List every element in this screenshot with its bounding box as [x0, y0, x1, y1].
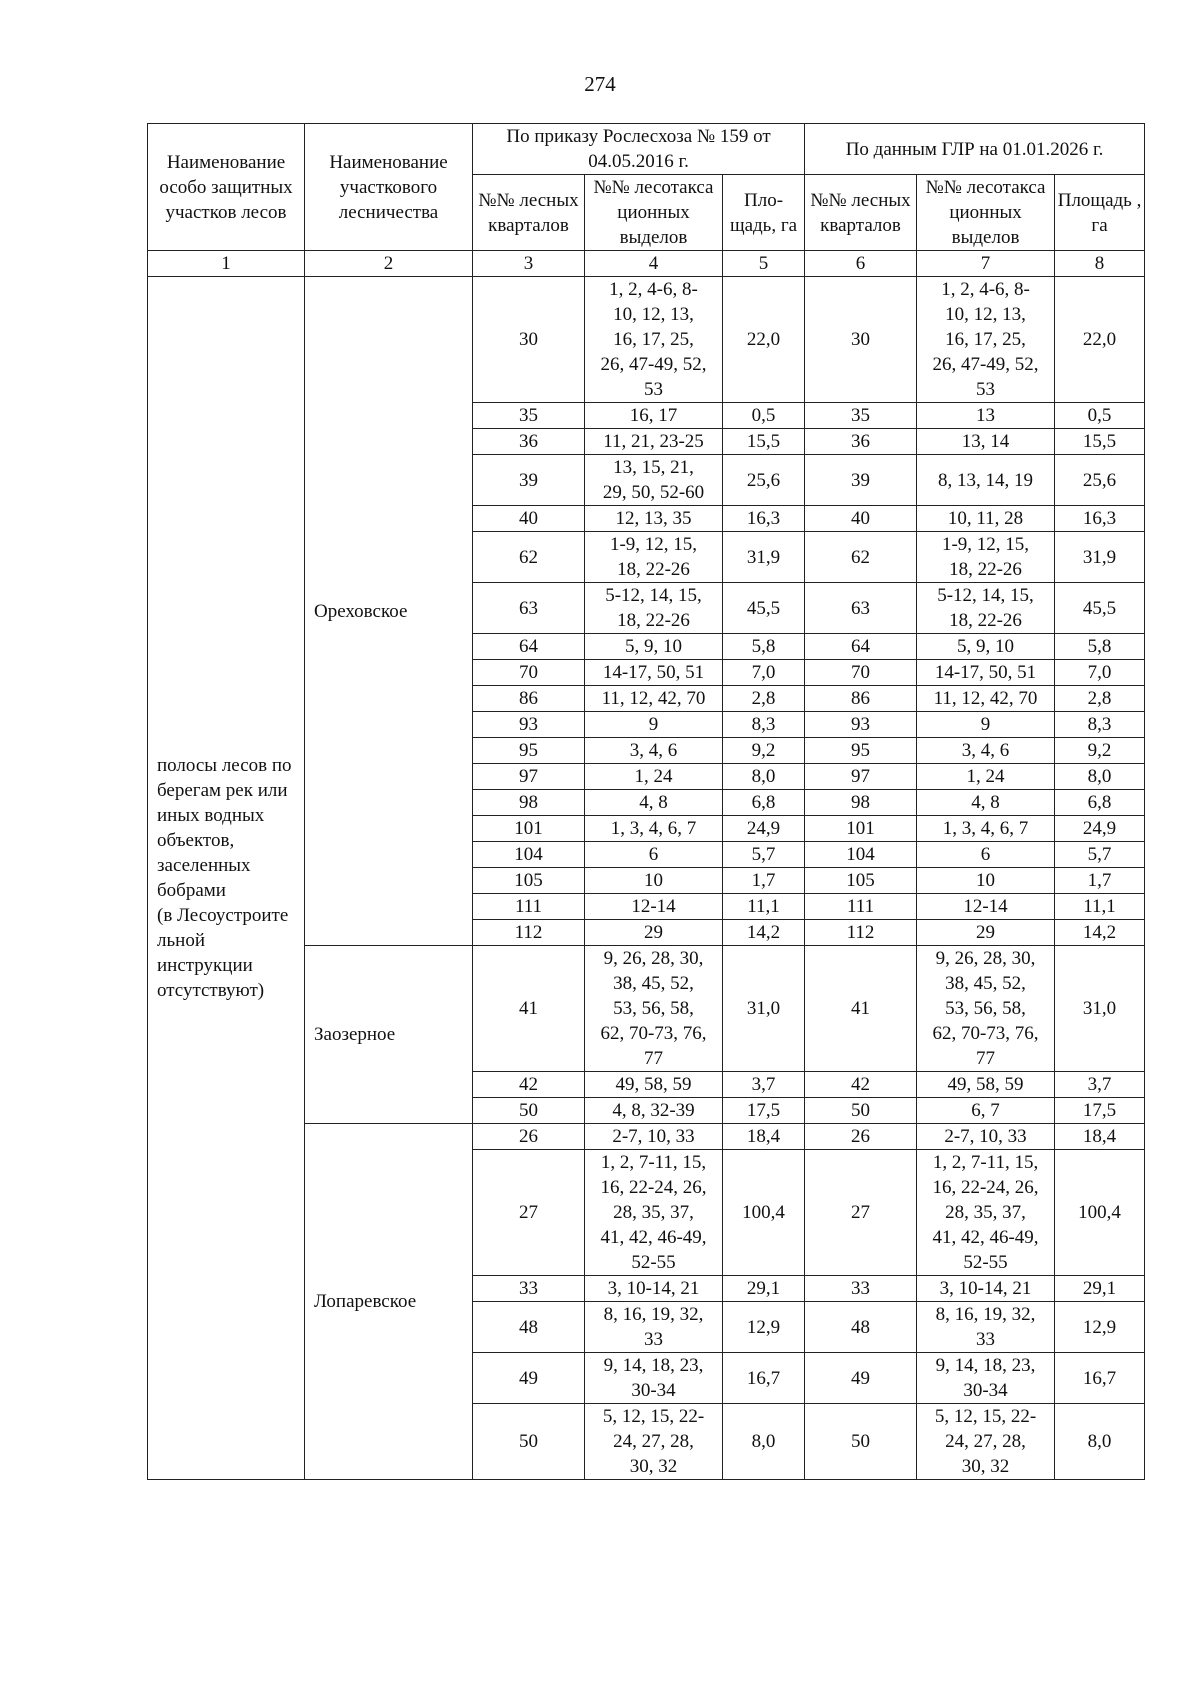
quarter-cell-b: 49 [805, 1353, 917, 1404]
area-cell-a: 31,0 [723, 946, 805, 1072]
quarter-cell-a: 101 [473, 816, 585, 842]
allotments-cell-b: 5, 12, 15, 22- 24, 27, 28, 30, 32 [917, 1404, 1055, 1480]
forestry-name-cell: Лопаревское [305, 1124, 473, 1480]
area-cell-b: 8,3 [1055, 712, 1145, 738]
quarter-cell-a: 64 [473, 634, 585, 660]
quarter-cell-a: 26 [473, 1124, 585, 1150]
quarter-cell-a: 41 [473, 946, 585, 1072]
area-cell-a: 15,5 [723, 429, 805, 455]
area-cell-b: 5,8 [1055, 634, 1145, 660]
area-cell-a: 16,7 [723, 1353, 805, 1404]
allotments-cell-a: 2-7, 10, 33 [585, 1124, 723, 1150]
quarter-cell-b: 42 [805, 1072, 917, 1098]
quarter-cell-a: 36 [473, 429, 585, 455]
allotments-cell-b: 8, 13, 14, 19 [917, 455, 1055, 506]
column-number: 7 [917, 251, 1055, 277]
allotments-cell-a: 4, 8 [585, 790, 723, 816]
allotments-cell-b: 9, 14, 18, 23, 30-34 [917, 1353, 1055, 1404]
allotments-cell-b: 2-7, 10, 33 [917, 1124, 1055, 1150]
allotments-cell-b: 1, 2, 4-6, 8- 10, 12, 13, 16, 17, 25, 26, 47-49, 52, 53 [917, 277, 1055, 403]
allotments-cell-b: 14-17, 50, 51 [917, 660, 1055, 686]
quarter-cell-a: 39 [473, 455, 585, 506]
area-cell-a: 45,5 [723, 583, 805, 634]
header-area-a: Пло-щадь, га [723, 175, 805, 251]
quarter-cell-b: 30 [805, 277, 917, 403]
header-forestry-name: Наименование участкового лесничества [305, 124, 473, 251]
quarter-cell-a: 104 [473, 842, 585, 868]
area-cell-b: 2,8 [1055, 686, 1145, 712]
area-cell-a: 14,2 [723, 920, 805, 946]
allotments-cell-b: 3, 4, 6 [917, 738, 1055, 764]
quarter-cell-b: 70 [805, 660, 917, 686]
area-cell-a: 9,2 [723, 738, 805, 764]
allotments-cell-b: 1, 3, 4, 6, 7 [917, 816, 1055, 842]
quarter-cell-b: 63 [805, 583, 917, 634]
area-cell-a: 22,0 [723, 277, 805, 403]
area-cell-b: 6,8 [1055, 790, 1145, 816]
allotments-cell-b: 5-12, 14, 15, 18, 22-26 [917, 583, 1055, 634]
header-quarters-a: №№ лесных кварталов [473, 175, 585, 251]
allotments-cell-a: 1-9, 12, 15, 18, 22-26 [585, 532, 723, 583]
quarter-cell-b: 86 [805, 686, 917, 712]
forestry-name-cell: Ореховское [305, 277, 473, 946]
header-group-order: По приказу Рослесхоза № 159 от 04.05.2016 г. [473, 124, 805, 175]
area-cell-b: 1,7 [1055, 868, 1145, 894]
quarter-cell-b: 112 [805, 920, 917, 946]
allotments-cell-b: 8, 16, 19, 32, 33 [917, 1302, 1055, 1353]
area-cell-b: 9,2 [1055, 738, 1145, 764]
header-allotments-b: №№ лесотакса ционных выделов [917, 175, 1055, 251]
area-cell-a: 5,7 [723, 842, 805, 868]
quarter-cell-b: 50 [805, 1098, 917, 1124]
area-cell-b: 7,0 [1055, 660, 1145, 686]
allotments-cell-b: 9, 26, 28, 30, 38, 45, 52, 53, 56, 58, 62, 70-73, 76, 77 [917, 946, 1055, 1072]
allotments-cell-b: 1-9, 12, 15, 18, 22-26 [917, 532, 1055, 583]
allotments-cell-b: 13, 14 [917, 429, 1055, 455]
allotments-cell-a: 1, 3, 4, 6, 7 [585, 816, 723, 842]
quarter-cell-b: 97 [805, 764, 917, 790]
area-cell-b: 0,5 [1055, 403, 1145, 429]
area-cell-a: 11,1 [723, 894, 805, 920]
quarter-cell-b: 95 [805, 738, 917, 764]
quarter-cell-a: 86 [473, 686, 585, 712]
quarter-cell-a: 50 [473, 1098, 585, 1124]
quarter-cell-b: 93 [805, 712, 917, 738]
area-cell-a: 0,5 [723, 403, 805, 429]
allotments-cell-a: 1, 24 [585, 764, 723, 790]
allotments-cell-b: 1, 2, 7-11, 15, 16, 22-24, 26, 28, 35, 37, 41, 42, 46-49, 52-55 [917, 1150, 1055, 1276]
allotments-cell-a: 11, 21, 23-25 [585, 429, 723, 455]
area-cell-b: 18,4 [1055, 1124, 1145, 1150]
allotments-cell-a: 5, 12, 15, 22- 24, 27, 28, 30, 32 [585, 1404, 723, 1480]
quarter-cell-b: 35 [805, 403, 917, 429]
quarter-cell-a: 95 [473, 738, 585, 764]
allotments-cell-a: 9, 26, 28, 30, 38, 45, 52, 53, 56, 58, 62, 70-73, 76, 77 [585, 946, 723, 1072]
page-number: 274 [584, 72, 616, 96]
area-cell-b: 25,6 [1055, 455, 1145, 506]
quarter-cell-a: 33 [473, 1276, 585, 1302]
allotments-cell-b: 3, 10-14, 21 [917, 1276, 1055, 1302]
quarter-cell-b: 50 [805, 1404, 917, 1480]
allotments-cell-a: 12, 13, 35 [585, 506, 723, 532]
allotments-cell-a: 11, 12, 42, 70 [585, 686, 723, 712]
quarter-cell-a: 50 [473, 1404, 585, 1480]
area-cell-b: 8,0 [1055, 764, 1145, 790]
area-cell-b: 45,5 [1055, 583, 1145, 634]
area-cell-a: 29,1 [723, 1276, 805, 1302]
quarter-cell-a: 62 [473, 532, 585, 583]
area-cell-a: 31,9 [723, 532, 805, 583]
quarter-cell-b: 41 [805, 946, 917, 1072]
area-cell-b: 31,9 [1055, 532, 1145, 583]
allotments-cell-a: 1, 2, 7-11, 15, 16, 22-24, 26, 28, 35, 37, 41, 42, 46-49, 52-55 [585, 1150, 723, 1276]
area-cell-a: 8,0 [723, 1404, 805, 1480]
allotments-cell-a: 14-17, 50, 51 [585, 660, 723, 686]
allotments-cell-b: 4, 8 [917, 790, 1055, 816]
quarter-cell-a: 49 [473, 1353, 585, 1404]
area-cell-a: 2,8 [723, 686, 805, 712]
allotments-cell-a: 3, 4, 6 [585, 738, 723, 764]
protected-site-name-cell: полосы лесов по берегам рек или иных водных объектов, заселенных бобрами (в Лесоустроите льной инструкции отсутствуют) [148, 277, 305, 1480]
area-cell-a: 3,7 [723, 1072, 805, 1098]
quarter-cell-a: 30 [473, 277, 585, 403]
table-body [148, 277, 1145, 1480]
area-cell-a: 6,8 [723, 790, 805, 816]
quarter-cell-a: 35 [473, 403, 585, 429]
area-cell-a: 8,0 [723, 764, 805, 790]
area-cell-a: 16,3 [723, 506, 805, 532]
area-cell-b: 14,2 [1055, 920, 1145, 946]
column-number: 6 [805, 251, 917, 277]
protected-forest-table [147, 123, 1145, 1480]
allotments-cell-a: 8, 16, 19, 32, 33 [585, 1302, 723, 1353]
area-cell-b: 100,4 [1055, 1150, 1145, 1276]
area-cell-b: 31,0 [1055, 946, 1145, 1072]
quarter-cell-a: 105 [473, 868, 585, 894]
allotments-cell-a: 49, 58, 59 [585, 1072, 723, 1098]
allotments-cell-b: 6 [917, 842, 1055, 868]
quarter-cell-a: 97 [473, 764, 585, 790]
header-quarters-b: №№ лесных кварталов [805, 175, 917, 251]
allotments-cell-b: 12-14 [917, 894, 1055, 920]
forestry-name-cell: Заозерное [305, 946, 473, 1124]
allotments-cell-a: 29 [585, 920, 723, 946]
quarter-cell-b: 105 [805, 868, 917, 894]
quarter-cell-a: 42 [473, 1072, 585, 1098]
area-cell-a: 24,9 [723, 816, 805, 842]
allotments-cell-a: 4, 8, 32-39 [585, 1098, 723, 1124]
area-cell-b: 3,7 [1055, 1072, 1145, 1098]
quarter-cell-a: 40 [473, 506, 585, 532]
area-cell-b: 22,0 [1055, 277, 1145, 403]
allotments-cell-a: 5, 9, 10 [585, 634, 723, 660]
allotments-cell-a: 13, 15, 21, 29, 50, 52-60 [585, 455, 723, 506]
allotments-cell-a: 1, 2, 4-6, 8- 10, 12, 13, 16, 17, 25, 26, 47-49, 52, 53 [585, 277, 723, 403]
allotments-cell-b: 9 [917, 712, 1055, 738]
allotments-cell-a: 12-14 [585, 894, 723, 920]
area-cell-a: 17,5 [723, 1098, 805, 1124]
quarter-cell-a: 111 [473, 894, 585, 920]
area-cell-b: 29,1 [1055, 1276, 1145, 1302]
header-allotments-a: №№ лесотакса ционных выделов [585, 175, 723, 251]
column-number: 2 [305, 251, 473, 277]
quarter-cell-a: 27 [473, 1150, 585, 1276]
area-cell-a: 18,4 [723, 1124, 805, 1150]
quarter-cell-a: 112 [473, 920, 585, 946]
allotments-cell-a: 16, 17 [585, 403, 723, 429]
column-number: 1 [148, 251, 305, 277]
allotments-cell-b: 13 [917, 403, 1055, 429]
area-cell-b: 11,1 [1055, 894, 1145, 920]
area-cell-b: 15,5 [1055, 429, 1145, 455]
header-site-name: Наименование особо защитных участков лесов [148, 124, 305, 251]
quarter-cell-a: 70 [473, 660, 585, 686]
area-cell-a: 7,0 [723, 660, 805, 686]
quarter-cell-b: 104 [805, 842, 917, 868]
allotments-cell-a: 3, 10-14, 21 [585, 1276, 723, 1302]
quarter-cell-b: 33 [805, 1276, 917, 1302]
quarter-cell-b: 40 [805, 506, 917, 532]
header-area-b: Площадь , га [1055, 175, 1145, 251]
quarter-cell-b: 62 [805, 532, 917, 583]
area-cell-b: 17,5 [1055, 1098, 1145, 1124]
area-cell-b: 24,9 [1055, 816, 1145, 842]
area-cell-b: 12,9 [1055, 1302, 1145, 1353]
quarter-cell-b: 111 [805, 894, 917, 920]
area-cell-b: 16,7 [1055, 1353, 1145, 1404]
area-cell-a: 12,9 [723, 1302, 805, 1353]
allotments-cell-a: 6 [585, 842, 723, 868]
column-number: 5 [723, 251, 805, 277]
area-cell-a: 100,4 [723, 1150, 805, 1276]
column-number: 3 [473, 251, 585, 277]
quarter-cell-b: 36 [805, 429, 917, 455]
area-cell-b: 8,0 [1055, 1404, 1145, 1480]
area-cell-a: 5,8 [723, 634, 805, 660]
column-number: 4 [585, 251, 723, 277]
allotments-cell-b: 5, 9, 10 [917, 634, 1055, 660]
quarter-cell-b: 98 [805, 790, 917, 816]
quarter-cell-b: 64 [805, 634, 917, 660]
quarter-cell-a: 98 [473, 790, 585, 816]
allotments-cell-a: 9, 14, 18, 23, 30-34 [585, 1353, 723, 1404]
allotments-cell-a: 5-12, 14, 15, 18, 22-26 [585, 583, 723, 634]
quarter-cell-b: 27 [805, 1150, 917, 1276]
allotments-cell-b: 29 [917, 920, 1055, 946]
allotments-cell-b: 1, 24 [917, 764, 1055, 790]
area-cell-a: 25,6 [723, 455, 805, 506]
allotments-cell-b: 10 [917, 868, 1055, 894]
quarter-cell-b: 101 [805, 816, 917, 842]
area-cell-a: 1,7 [723, 868, 805, 894]
column-number: 8 [1055, 251, 1145, 277]
table-row [148, 277, 1145, 403]
area-cell-a: 8,3 [723, 712, 805, 738]
quarter-cell-a: 93 [473, 712, 585, 738]
allotments-cell-a: 10 [585, 868, 723, 894]
quarter-cell-a: 48 [473, 1302, 585, 1353]
allotments-cell-a: 9 [585, 712, 723, 738]
quarter-cell-b: 39 [805, 455, 917, 506]
allotments-cell-b: 10, 11, 28 [917, 506, 1055, 532]
allotments-cell-b: 6, 7 [917, 1098, 1055, 1124]
allotments-cell-b: 11, 12, 42, 70 [917, 686, 1055, 712]
quarter-cell-b: 26 [805, 1124, 917, 1150]
allotments-cell-b: 49, 58, 59 [917, 1072, 1055, 1098]
quarter-cell-a: 63 [473, 583, 585, 634]
quarter-cell-b: 48 [805, 1302, 917, 1353]
header-group-glr: По данным ГЛР на 01.01.2026 г. [805, 124, 1145, 175]
area-cell-b: 16,3 [1055, 506, 1145, 532]
area-cell-b: 5,7 [1055, 842, 1145, 868]
